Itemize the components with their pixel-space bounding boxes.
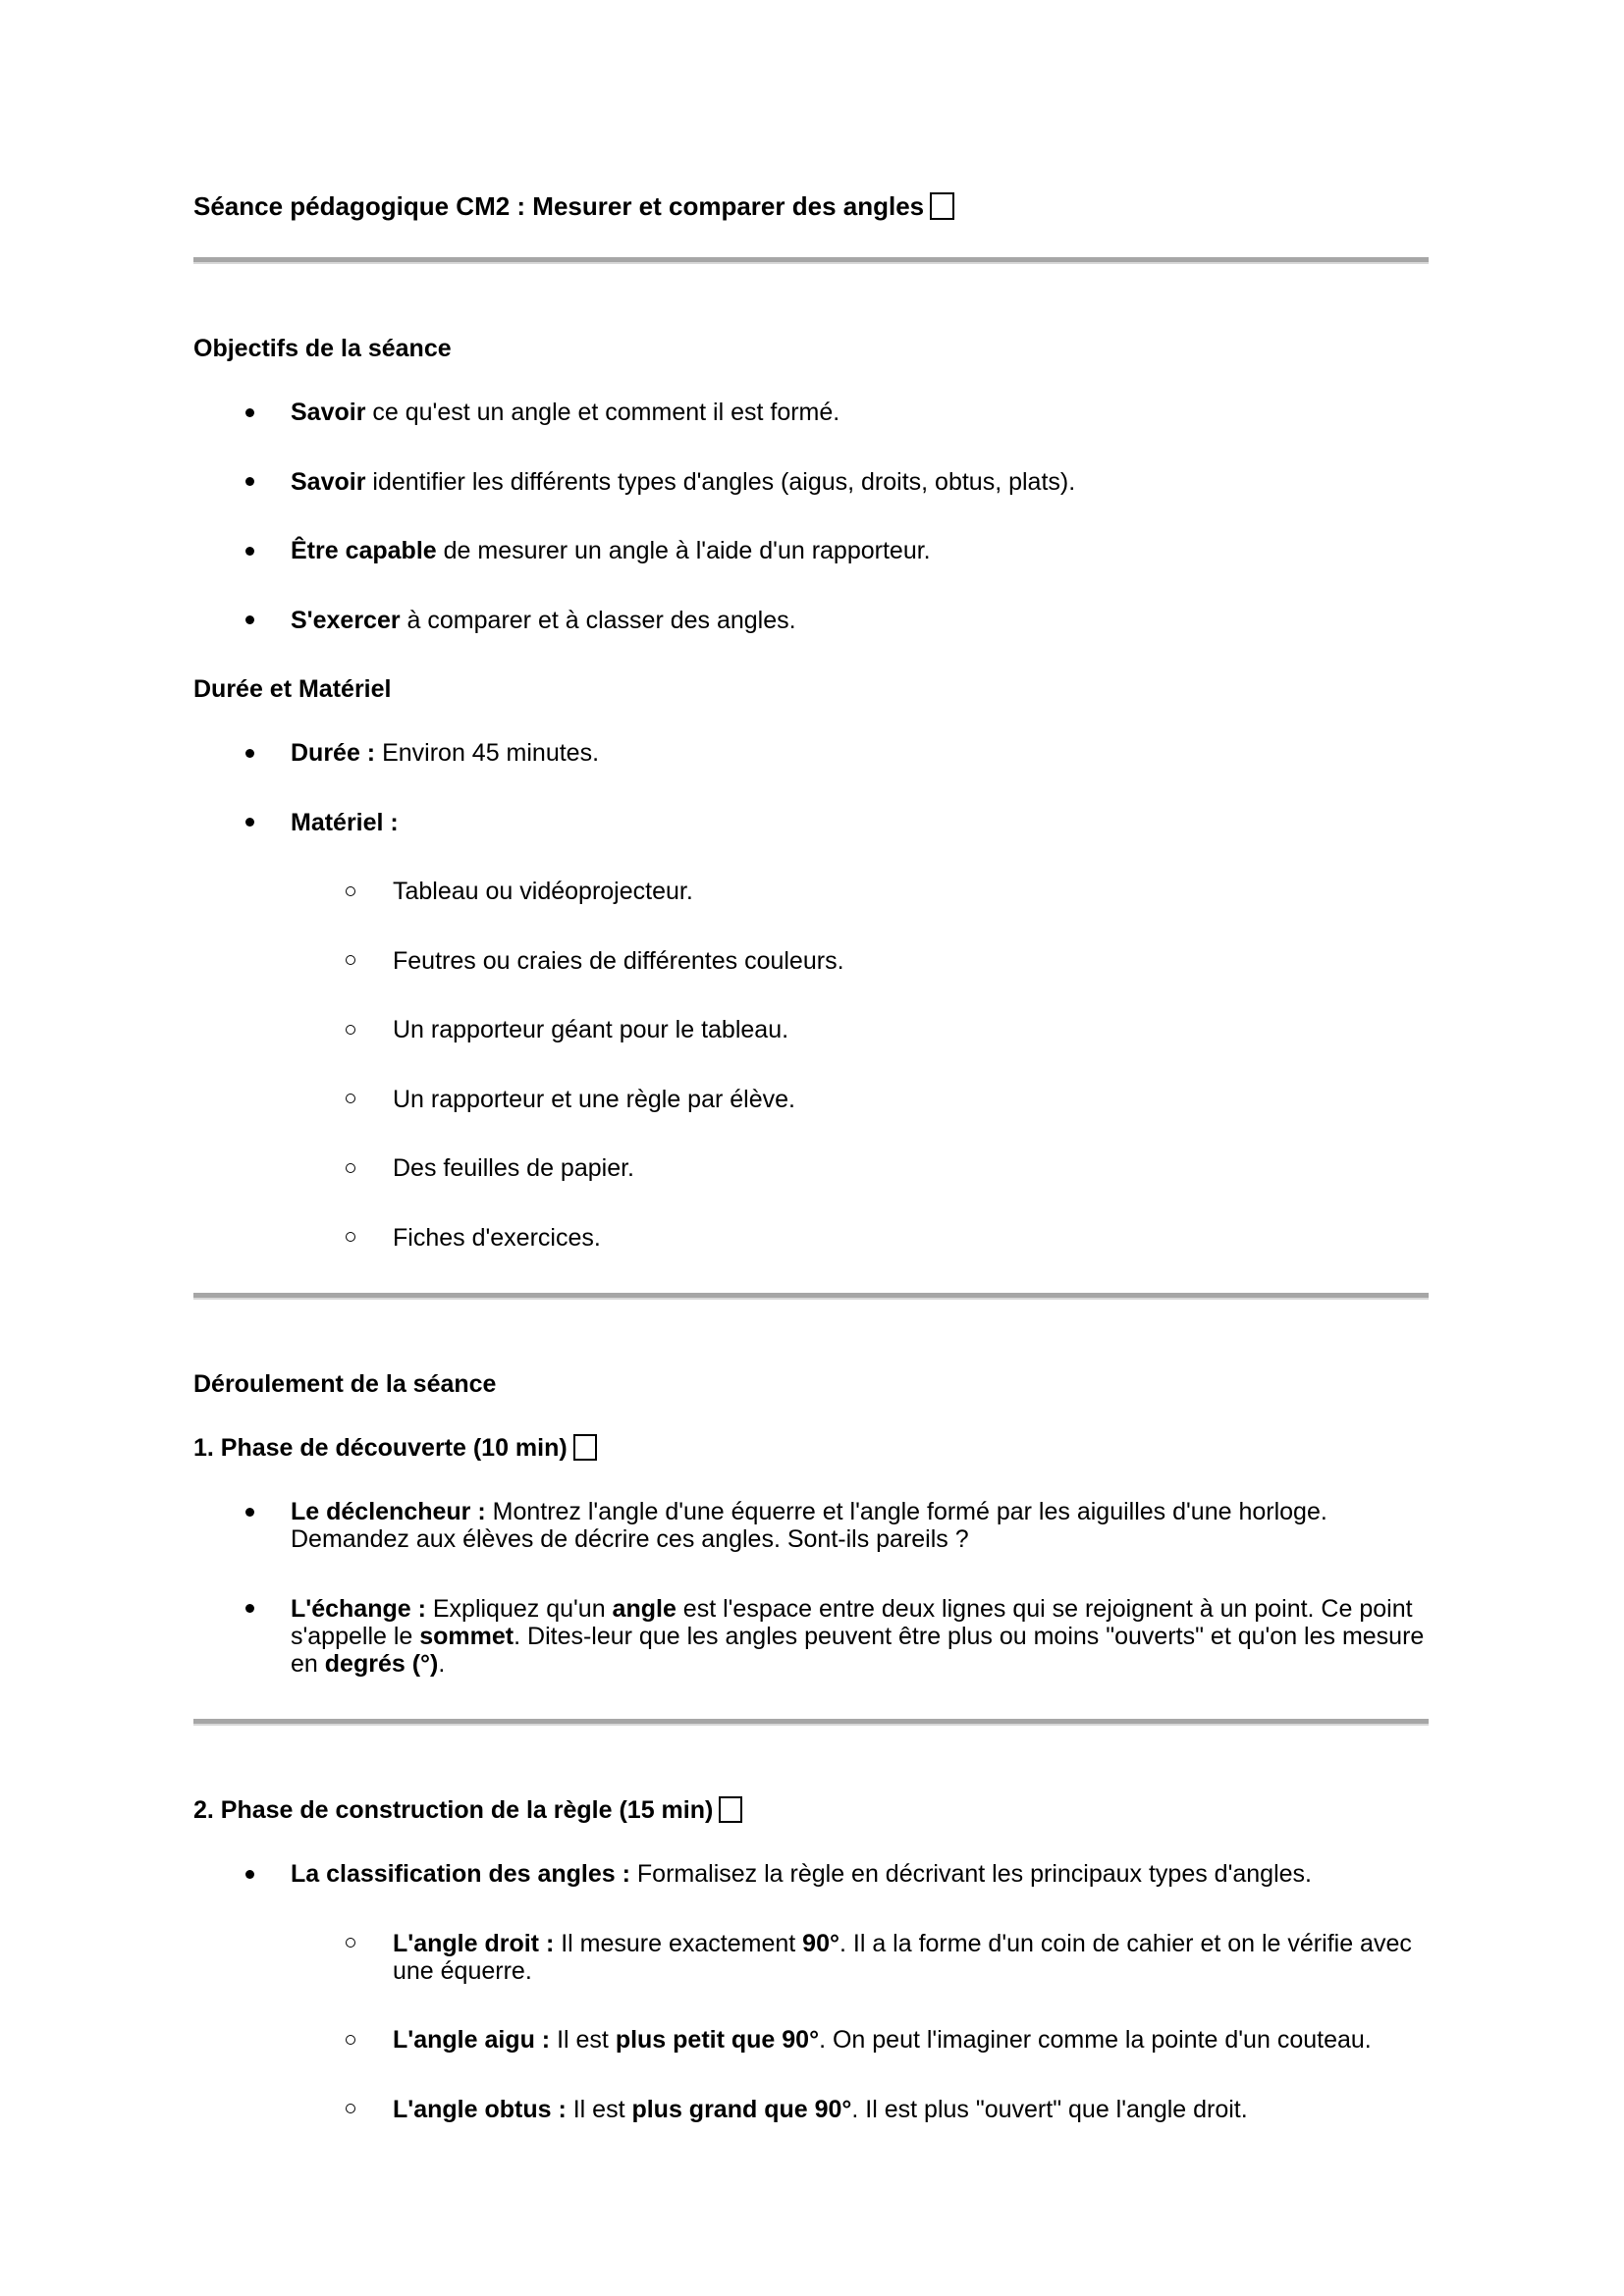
text-run: Expliquez qu'un	[425, 1594, 613, 1623]
text-run: Fiches d'exercices.	[393, 1223, 601, 1252]
bullet-item	[193, 2026, 1429, 2054]
circle-marker-icon	[346, 886, 355, 896]
text-run: 1. Phase de découverte (10 min)	[193, 1434, 568, 1462]
text-run: sommet	[419, 1622, 514, 1650]
bullet-text	[291, 537, 931, 564]
circle-marker-icon	[346, 1025, 355, 1035]
bullet-item	[193, 809, 1429, 836]
text-run: 90°	[802, 1929, 839, 1957]
circle-marker-icon	[346, 1232, 355, 1242]
bullet-marker-icon	[245, 749, 254, 758]
text-run: à comparer et à classer des angles.	[400, 606, 796, 634]
text-run: . On peut l'imaginer comme la pointe d'un couteau.	[819, 2026, 1372, 2054]
text-run: Tableau ou vidéoprojecteur.	[393, 878, 693, 905]
bullet-marker-icon	[245, 1604, 254, 1613]
bullet-item	[193, 1498, 1429, 1553]
text-run: degrés (°)	[324, 1649, 439, 1678]
text-run: Être capable	[291, 537, 437, 564]
bullet-text	[291, 468, 1075, 496]
text-run: L'angle droit :	[393, 1929, 555, 1957]
bullet-text	[291, 809, 399, 836]
text-run: S'exercer	[291, 606, 401, 634]
bullet-text	[393, 1016, 788, 1043]
circle-marker-icon	[346, 2104, 355, 2113]
bullet-text	[393, 1224, 601, 1252]
bullet-item	[193, 1595, 1429, 1678]
section-heading	[193, 675, 1429, 703]
text-run: Durée :	[291, 739, 376, 767]
circle-marker-icon	[346, 1094, 355, 1103]
section-heading	[193, 1370, 1429, 1398]
bullet-item	[193, 1016, 1429, 1043]
bullet-text	[291, 1860, 1312, 1888]
section-heading	[193, 1796, 1429, 1824]
bullet-text	[291, 607, 796, 634]
bullet-marker-icon	[245, 615, 254, 624]
bullet-text	[291, 399, 839, 426]
text-run: Objectifs de la séance	[193, 335, 452, 362]
document-title	[193, 190, 1429, 222]
text-run: Environ 45 minutes.	[375, 739, 600, 767]
text-run: L'angle obtus :	[393, 2095, 567, 2123]
bullet-text	[291, 1595, 1424, 1678]
bullet-text	[291, 739, 599, 767]
bullet-text	[393, 947, 844, 975]
text-run: L'angle aigu :	[393, 2026, 551, 2054]
bullet-marker-icon	[245, 547, 254, 556]
text-run: Un rapporteur et une règle par élève.	[393, 1085, 795, 1113]
bullet-text	[393, 1930, 1412, 1985]
bullet-marker-icon	[245, 408, 254, 417]
text-run: La classification des angles :	[291, 1860, 630, 1888]
text-run: plus grand que 90°	[631, 2095, 852, 2123]
text-run: ce qu'est un angle et comment il est formé.	[365, 399, 840, 426]
circle-marker-icon	[346, 2035, 355, 2045]
text-run: Feutres ou craies de différentes couleurs.	[393, 946, 844, 975]
text-run: plus petit que 90°	[615, 2026, 820, 2054]
text-run: .	[438, 1649, 446, 1678]
text-run: angle	[612, 1594, 677, 1623]
missing-glyph-box	[719, 1796, 742, 1823]
text-run: . Dites-leur que les angles peuvent être plus ou moins "ouverts" et qu'on les mesure en	[291, 1622, 1425, 1678]
bullet-item	[193, 1860, 1429, 1888]
bullet-marker-icon	[245, 1508, 254, 1517]
bullet-item	[193, 607, 1429, 634]
text-run: identifier les différents types d'angles (aigus, droits, obtus, plats).	[365, 467, 1076, 496]
bullet-item	[193, 537, 1429, 564]
text-run: Un rapporteur géant pour le tableau.	[393, 1016, 789, 1043]
bullet-text	[291, 1498, 1327, 1553]
bullet-item	[193, 1086, 1429, 1113]
missing-glyph-box	[573, 1434, 597, 1461]
circle-marker-icon	[346, 955, 355, 965]
text-run: Formalisez la règle en décrivant les principaux types d'angles.	[629, 1860, 1312, 1888]
circle-marker-icon	[346, 1938, 355, 1948]
text-run: Matériel :	[291, 808, 399, 836]
section-heading	[193, 1434, 1429, 1462]
document-content	[193, 190, 1429, 2123]
text-run: Montrez l'angle d'une équerre et l'angle formé par les aiguilles d'une horloge. Demandez aux élèves de décrire ces angles. Sont-ils pareils ?	[291, 1498, 1327, 1553]
circle-marker-icon	[346, 1163, 355, 1173]
bullet-marker-icon	[245, 818, 254, 827]
bullet-text	[393, 878, 693, 905]
bullet-item	[193, 739, 1429, 767]
text-run: est l'espace entre deux lignes qui se rejoignent à un point. Ce point s'appelle le	[291, 1594, 1413, 1650]
text-run: . Il a la forme d'un coin de cahier et on le vérifie avec une équerre.	[393, 1929, 1412, 1985]
bullet-item	[193, 1154, 1429, 1182]
text-run: Savoir	[291, 399, 366, 426]
bullet-item	[193, 878, 1429, 905]
text-run: L'échange :	[291, 1594, 426, 1623]
bullet-text	[393, 2096, 1248, 2123]
bullet-item	[193, 468, 1429, 496]
text-run: Il est	[550, 2026, 616, 2054]
text-run: Séance pédagogique CM2 : Mesurer et comparer des angles	[193, 191, 925, 221]
bullet-text	[393, 2026, 1372, 2054]
text-run: Le déclencheur :	[291, 1498, 486, 1525]
text-run: Déroulement de la séance	[193, 1370, 497, 1398]
text-run: Des feuilles de papier.	[393, 1154, 634, 1182]
bullet-item	[193, 947, 1429, 975]
horizontal-rule	[193, 257, 1429, 264]
section-heading	[193, 335, 1429, 362]
bullet-marker-icon	[245, 1870, 254, 1879]
bullet-item	[193, 399, 1429, 426]
bullet-item	[193, 1224, 1429, 1252]
bullet-text	[393, 1154, 634, 1182]
horizontal-rule	[193, 1719, 1429, 1726]
bullet-item	[193, 1930, 1429, 1985]
horizontal-rule	[193, 1293, 1429, 1300]
bullet-item	[193, 2096, 1429, 2123]
bullet-text	[393, 1086, 795, 1113]
text-run: Savoir	[291, 467, 366, 496]
bullet-marker-icon	[245, 477, 254, 486]
text-run: 2. Phase de construction de la règle (15 min)	[193, 1796, 714, 1824]
text-run: . Il est plus "ouvert" que l'angle droit.	[851, 2095, 1248, 2123]
text-run: Durée et Matériel	[193, 675, 392, 703]
text-run: de mesurer un angle à l'aide d'un rapporteur.	[436, 537, 931, 564]
missing-glyph-box	[930, 192, 954, 220]
text-run: Il mesure exactement	[554, 1929, 803, 1957]
text-run: Il est	[566, 2095, 632, 2123]
